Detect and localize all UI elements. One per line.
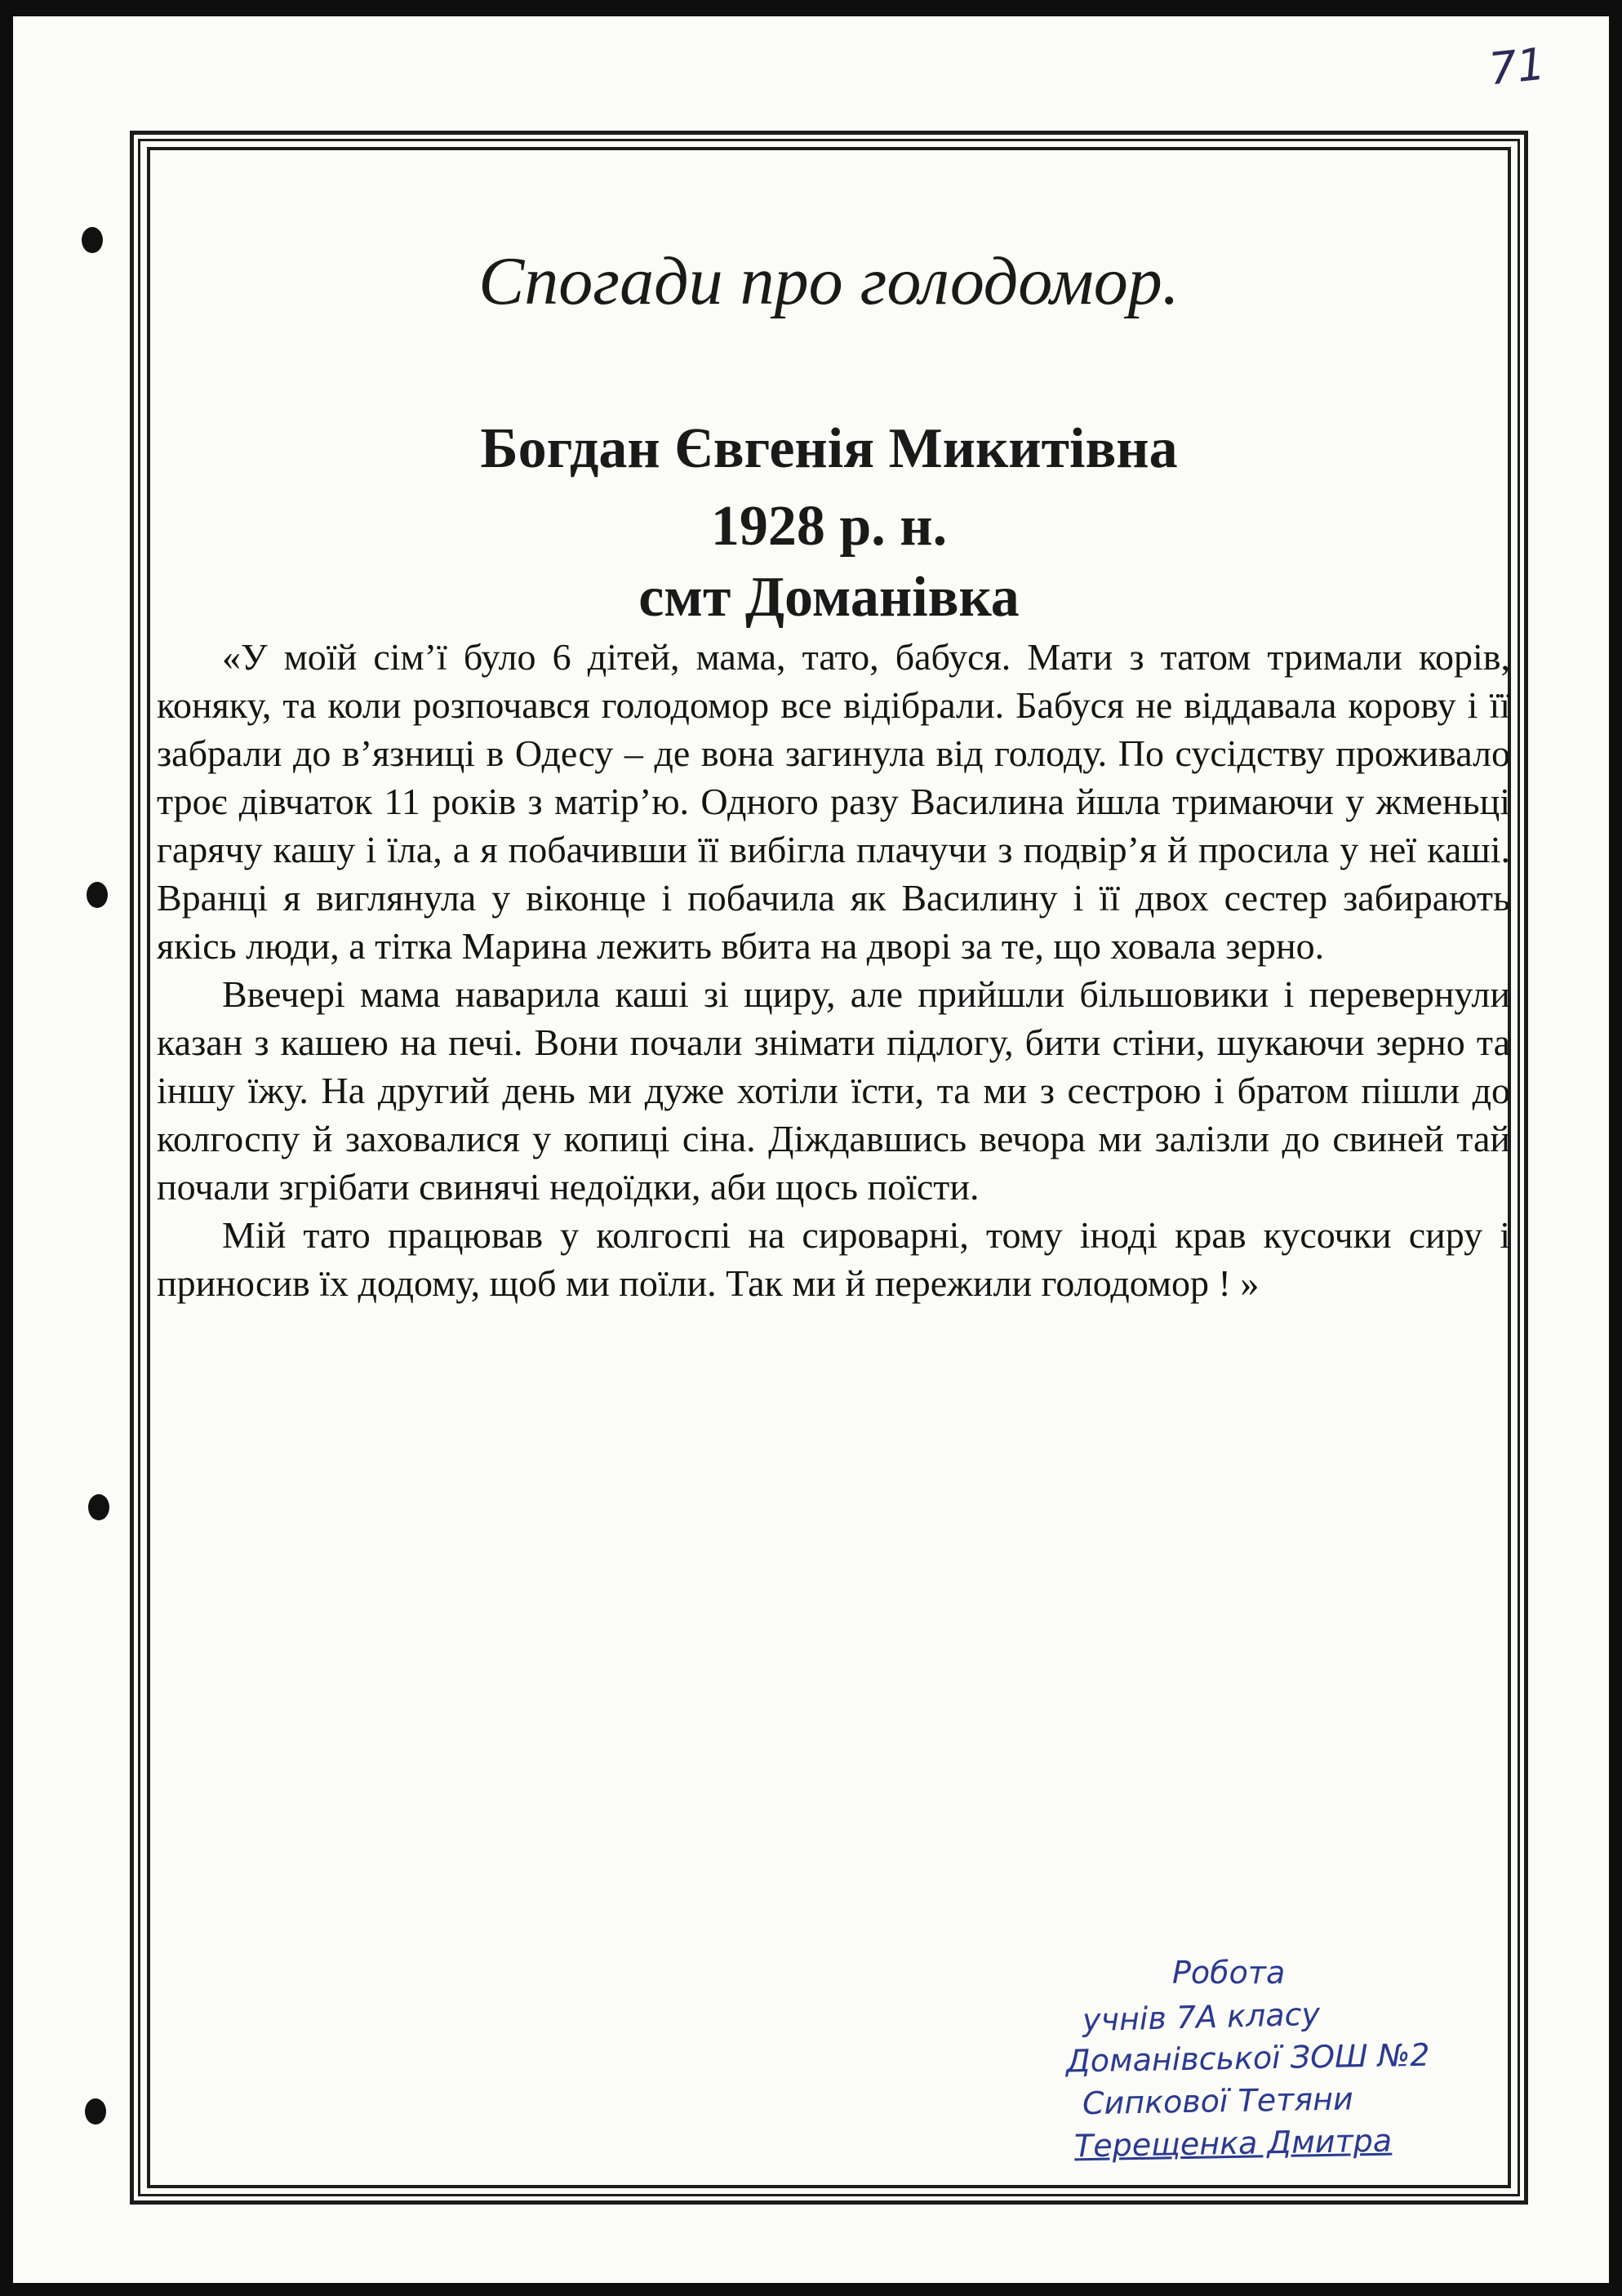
- punch-hole: [87, 882, 108, 908]
- person-name: Богдан Євгенія Микитівна: [480, 417, 1178, 480]
- note-line: Робота: [1172, 1955, 1286, 1991]
- note-line: Сипкової Тетяни: [1082, 2080, 1354, 2122]
- handwritten-note: [1066, 1951, 1491, 2164]
- punch-hole: [88, 1494, 109, 1520]
- punch-hole: [82, 227, 103, 253]
- memoir-text: [157, 633, 1510, 1307]
- note-line: Терещенка Дмитра: [1073, 2122, 1393, 2165]
- document-title: Спогади про голодомор.: [478, 243, 1180, 319]
- punch-hole: [85, 2098, 106, 2125]
- birth-year: 1928 р. н.: [710, 495, 948, 558]
- paragraph: «У моїй сім’ї було 6 дітей, мама, тато, бабуся. Мати з татом тримали корів, коняку, та коли розпочався голодомор все відібрали. Бабуся не віддавала корову і її забрали до в’язниці в Одесу – де вона загинула від голоду. По сусідству проживало троє дівчаток 11 років з матір’ю. Одного разу Василина йшла тримаючи у жменьці гарячу кашу і їла, а я побачивши її вибігла плачучи з подвір’я й просила у неї каші. Вранці я виглянула у віконце і побачила як Василину і її двох сестер забирають якісь люди, а тітка Марина лежить вбита на дворі за те, що ховала зерно.: [157, 636, 1510, 967]
- place-name: смт Доманівка: [638, 566, 1020, 629]
- paragraph: Мій тато працював у колгоспі на сироварні, тому іноді крав кусочки сиру і приносив їх додому, щоб ми поїли. Так ми й пережили голодомор ! »: [157, 1214, 1510, 1304]
- page-number: 71: [1486, 38, 1548, 96]
- note-line: учнів 7А класу: [1082, 1996, 1321, 2039]
- paragraph: Ввечері мама наварила каші зі щиру, але прийшли більшовики і перевернули казан з кашею на печі. Вони почали знімати підлогу, бити стіни, шукаючи зерно та іншу їжу. На другий день ми дуже хотіли їсти, та ми з сестрою і братом пішли до колгоспу й заховалися у копиці сіна. Діждавшись вечора ми залізли до свиней тай почали згрібати свинячі недоїдки, аби щось поїсти.: [157, 973, 1510, 1208]
- document-page: [13, 16, 1609, 2283]
- note-line: Доманівської ЗОШ №2: [1065, 2036, 1430, 2080]
